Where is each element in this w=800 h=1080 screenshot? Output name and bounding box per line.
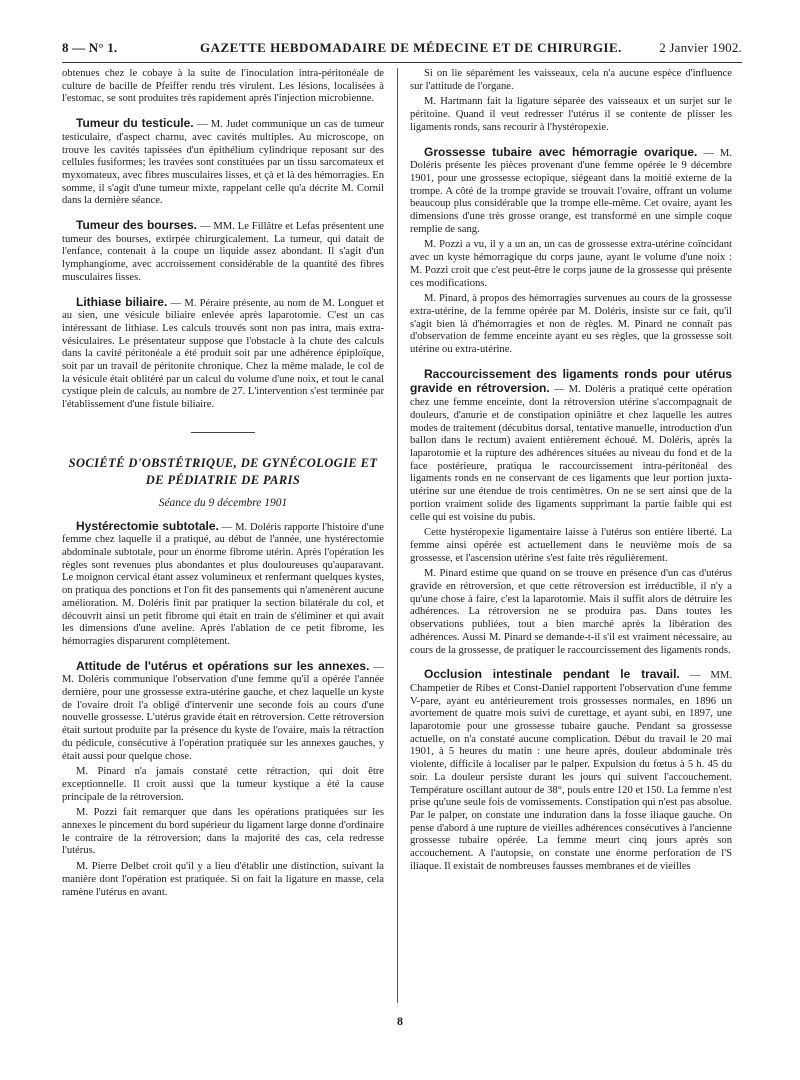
attitude-section (62, 660, 384, 764)
continued-paragraph: Si on lie séparément les vaisseaux, cela n'a aucune espèce d'influence sur l'attitude de l'organe. (410, 68, 732, 92)
bourses-section (62, 219, 384, 285)
journal-title: GAZETTE HEBDOMADAIRE DE MÉDECINE ET DE CHIRURGIE. (200, 40, 622, 55)
hyst-text: — M. Doléris rapporte l'histoire d'une femme chez laquelle il a pratiqué, au début de l'année, une hystérectomie abdominale subtotale, pour un énorme fibrome utérin. Après l'opération les règles sont revenues plus abondantes et plus douloureuses qu'auparavant. Le moignon cervical étant assez volumineux et renfermant quelques kystes, on pratiqua des ponctions et l'on fit des pansements qui n'amenèrent aucune amélioration. M. Doléris finit par pratiquer la section bilatérale du col, et découvrit ainsi un petit fibrome qui était en train de s'éliminer et qui avait les dimensions d'une aveline. Après l'ablation de ce petit fibrome, les hémorragies disparurent complètement. (62, 521, 384, 647)
page-number-issue: 8 — N° 1. (62, 40, 118, 55)
raccourc-heading: Raccourcissement des ligaments ronds pour utérus gravide en rétroversion. (410, 366, 732, 396)
page-header (62, 36, 742, 60)
raccourc-text: — M. Doléris a pratiqué cette opération chez une femme enceinte, dont la rétroversion utérine s'accompagnait de douleurs, d'anurie et de constipation opiniâtre et chez laquelle les autres modes de traitement (décubitus dorsal, tentative manuelle, introduction d'un ballon dans le rectum) avaient entièrement échoué. M. Doléris, après la laparotomie et la rupture des adhérences situées au niveau du fond et de la face postérieure, pratiqua le raccourcissement intra-péritonéal des ligaments ronds en ne conservant de ces ligaments que leur portion juxta-utérine sur une étendue de trois centimètres. On ne se sert ainsi que de la portion vraiment solide des ligaments supprimant la partie faible qui est celle qui est voisine du pubis. (410, 384, 732, 523)
header-rule (62, 62, 742, 63)
grossesse-pinard: M. Pinard, à propos des hémorragies survenues au cours de la grossesse extra-utérine, de la femme opérée par M. Doléris, insiste sur ce fait, qu'il s'agit bien là d'hémorragies et non de règles. M. Pinard ne connaît pas d'observation de femme enceinte ayant eu ses règles, que la grossesse soit utérine ou extra-utérine. (410, 293, 732, 356)
testicule-heading: Tumeur du testicule. (76, 116, 194, 131)
occlusion-text: — MM. Champetier de Ribes et Const-Daniel rapportent l'observation d'une femme V-pare, ayant eu antérieurement trois grossesses normales, en 1896 un avortement de quatre mois suivi de curettage, et ayant subi, en 1897, une laparotomie pour une grossesse tubaire gauche. Pendant sa grossesse actuelle, on n'a constaté aucune complication. Début du travail le 20 mai 1901, à 5 heures du matin : une heure après, douleur abdominale très violente, difficile à localiser par le palper. Expulsion du fœtus à 5 h. 45 du soir. La douleur persiste durant les jours qui suivent l'accouchement. Température oscillant autour de 38°, pouls entre 120 et 150. La femme n'est prise qu'une seule fois de vomissements. Constipation qui n'est pas absolue. Par le palper, on constate une induration dans la fosse iliaque gauche. On pense d'abord à une rupture de vieilles adhérences consécutives à l'ancienne grossesse tubaire opérée. La femme meurt cinq jours après son accouchement. A l'autopsie, on constate une énorme perforation de l'S iliaque. Il existait de nombreuses fausses membranes et de vieilles (410, 670, 732, 872)
raccourc-section (410, 368, 732, 524)
society-heading: SOCIÉTÉ D'OBSTÉTRIQUE, DE GYNÉCOLOGIE ET DE PÉDIATRIE DE PARIS (68, 455, 378, 487)
issue-date: 2 Janvier 1902. (659, 40, 742, 55)
session-date: Séance du 9 décembre 1901 (158, 496, 288, 509)
attitude-text: — M. Doléris communique l'observation d'une femme qu'il a opérée l'année dernière, pour une grossesse extra-utérine gauche, et chez laquelle un kyste de l'ovaire droit l'a obligé d'intervenir une seconde fois au cours d'une nouvelle grossesse. L'utérus gravide était en rétroversion. Cette rétroversion était surtout produite par la présence du kyste de l'ovaire, mais la rétraction du pédicule, consécutive à l'opération pratiquée sur les annexes gauches, y était aussi pour quelque chose. (62, 661, 384, 762)
grossesse-heading: Grossesse tubaire avec hémorragie ovarique. (424, 144, 698, 159)
testicule-text: — M. Judet communique un cas de tumeur testiculaire, d'aspect charnu, avec cavités multiples. Au microscope, on trouve les cavités tapissées d'un épithélium cylindrique reposant sur des cellules fusiformes; les travées sont constituées par un tissu sarcomateux et myxomateux, avec fibres musculaires lisses, et çà et là des hémorragies. En somme, il s'agit d'une tumeur mixte, rappelant celle qu'a décrite M. Cornil dans la dernière séance. (62, 119, 384, 207)
hyst-section (62, 520, 384, 649)
left-column (62, 68, 384, 1003)
intro-paragraph: obtenues chez le cobaye à la suite de l'inoculation intra-péritonéale de culture de bacille de Pfeiffer rendu très virulent. Les lésions, localisées à l'estomac, se sont produites très rapidement après l'injection microbienne. (62, 68, 384, 105)
page-folio: 8 (397, 1014, 403, 1028)
lithiase-heading: Lithiase biliaire. (76, 294, 168, 309)
hartmann-paragraph: M. Hartmann fait la ligature séparée des vaisseaux et un surjet sur le péritoine. Quand il veut redresser l'utérus il se contente de plisser les ligaments ronds, sans recourir à l'hystéropexie. (410, 96, 732, 133)
bourses-text: — MM. Le Fillâtre et Lefas présentent une tumeur des bourses, extirpée chirurgicalement. La tumeur, qui datait de l'enfance, contenait à la coupe un liquide assez abondant. Il s'agit d'un lymphangiome, avec accroissement considérable de la quantité des fibres musculaires lisses. (62, 221, 384, 283)
testicule-section (62, 117, 384, 208)
raccourc-pinard: M. Pinard estime que quand on se trouve en présence d'un cas d'utérus gravide en rétroversion, et que cette rétroversion est irréductible, il n'y a qu'une chose à faire, c'est la laparotomie. Mais il suffit alors de détruire les adhérences. La rétroversion ne se produira pas. Dans toutes les observations publiées, tout a bien marché après la libération des adhérences. Aussi M. Pinard se demande-t-il s'il est vraiment nécessaire, au cours de la grossesse, de pratiquer le raccourcissement des ligaments ronds. (410, 568, 732, 656)
section-separator (191, 432, 255, 433)
occlusion-section (410, 668, 732, 873)
attitude-heading: Attitude de l'utérus et opérations sur les annexes. (76, 658, 370, 673)
right-column (410, 68, 732, 1003)
raccourc-liberte: Cette hystéropexie ligamentaire laisse à l'utérus son entière liberté. La femme ainsi opérée est actuellement dans le neuvième mois de sa grossesse, et l'ascension utérine s'est faite très régulièrement. (410, 527, 732, 564)
hyst-heading: Hystérectomie subtotale. (76, 518, 219, 533)
lithiase-text: — M. Péraire présente, au nom de M. Longuet et au sien, une vésicule biliaire enlevée après laparotomie. C'est un cas intéressant de lithiase. Les calculs trouvés sont non pas intra, mais extra-vésiculaires. Le présentateur suppose que l'obstacle à la chute des calculs dans la cavité péritonéale a été produit soit par une adhérence épiploïque, soit par un travail de péritonite chronique. Chez la même malade, le col de la vésicule était oblitéré par un calcul du volume d'une noix, et tout le canal cystique plein de calculs, au nombre de 27. L'intervention s'est terminée par l'établissement d'une fistule biliaire. (62, 297, 384, 411)
attitude-delbet: M. Pierre Delbet croit qu'il y a lieu d'établir une distinction, suivant la manière dont l'opération est pratiquée. Si on fait la ligature en masse, cela ramène l'utérus en avant. (62, 861, 384, 898)
column-divider (397, 68, 398, 1003)
attitude-pozzi: M. Pozzi fait remarquer que dans les opérations pratiquées sur les annexes le pincement du bord supérieur du ligament large donne d'ordinaire le contraire de la rétroversion; dans la majorité des cas, cela redresse l'utérus. (62, 807, 384, 857)
grossesse-text: — M. Doléris présente les pièces provenant d'une femme opérée le 9 décembre 1901, pour une grossesse ectopique, siégeant dans la moitié externe de la trompe. A côté de la trompe gravide se trouvait l'ovaire, offrant un volume beaucoup plus considérable que la trompe elle-même. Cet ovaire, ayant les dimensions d'une très grosse orange, est transformé en une simple coque remplie de sang. (410, 147, 732, 235)
attitude-pinard: M. Pinard n'a jamais constaté cette rétraction, qui doit être exceptionnelle. Il croit aussi que la tumeur kystique a été la cause principale de la rétroversion. (62, 766, 384, 803)
lithiase-section (62, 296, 384, 412)
grossesse-section (410, 146, 732, 237)
grossesse-pozzi: M. Pozzi a vu, il y a un an, un cas de grossesse extra-utérine coïncidant avec un kyste hémorragique du corps jaune, ayant le volume d'une noix : M. Pozzi croit que c'est peut-être le corps jaune de la grossesse qui présente ces modifications. (410, 239, 732, 289)
occlusion-heading: Occlusion intestinale pendant le travail. (424, 667, 680, 682)
bourses-heading: Tumeur des bourses. (76, 218, 197, 233)
